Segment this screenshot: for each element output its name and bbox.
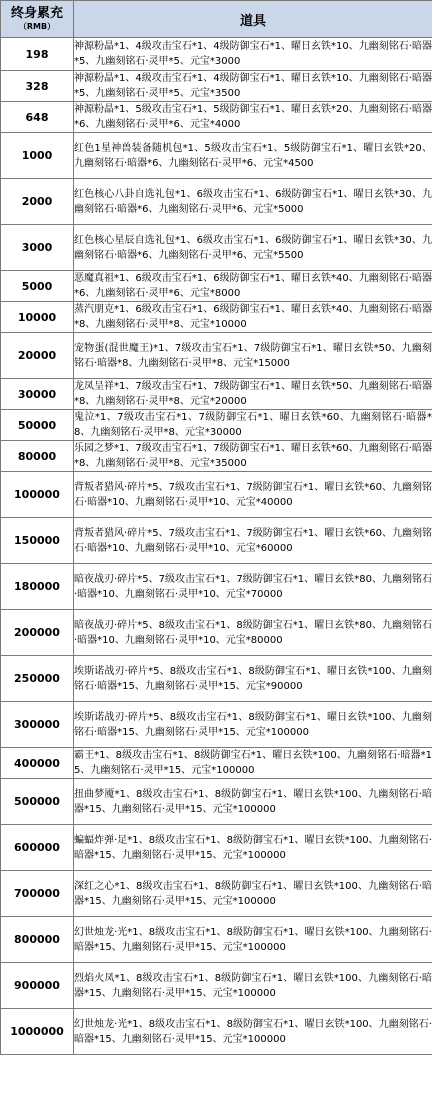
recharge-amount: 10000 bbox=[1, 302, 74, 333]
table-row bbox=[1, 302, 432, 333]
table-row bbox=[1, 917, 432, 963]
reward-items: 宠物蛋(混世魔王)*1、7级攻击宝石*1、7级防御宝石*1、曜日玄铁*50、九幽刻铭石·暗器*8、九幽刻铭石·灵甲*8、元宝*15000 bbox=[74, 333, 432, 379]
table-row bbox=[1, 71, 432, 102]
recharge-amount: 328 bbox=[1, 71, 74, 102]
table-row bbox=[1, 1009, 432, 1055]
reward-items: 红色核心星辰自选礼包*1、6级攻击宝石*1、6级防御宝石*1、曜日玄铁*30、九幽刻铭石·暗器*6、九幽刻铭石·灵甲*6、元宝*5500 bbox=[74, 225, 432, 271]
reward-items: 鬼泣*1、7级攻击宝石*1、7级防御宝石*1、曜日玄铁*60、九幽刻铭石·暗器*8、九幽刻铭石·灵甲*8、元宝*30000 bbox=[74, 410, 432, 441]
recharge-amount: 180000 bbox=[1, 564, 74, 610]
reward-items: 蝙蝠炸弹·足*1、8级攻击宝石*1、8级防御宝石*1、曜日玄铁*100、九幽刻铭石·暗器*15、九幽刻铭石·灵甲*15、元宝*100000 bbox=[74, 825, 432, 871]
table-row bbox=[1, 656, 432, 702]
reward-items: 红色1星神兽装备随机包*1、5级攻击宝石*1、5级防御宝石*1、曜日玄铁*20、九幽刻铭石·暗器*6、九幽刻铭石·灵甲*6、元宝*4500 bbox=[74, 133, 432, 179]
recharge-amount: 900000 bbox=[1, 963, 74, 1009]
recharge-amount: 100000 bbox=[1, 472, 74, 518]
recharge-amount: 3000 bbox=[1, 225, 74, 271]
table-row bbox=[1, 518, 432, 564]
table-body bbox=[1, 38, 432, 1055]
reward-items: 深红之心*1、8级攻击宝石*1、8级防御宝石*1、曜日玄铁*100、九幽刻铭石·暗器*15、九幽刻铭石·灵甲*15、元宝*100000 bbox=[74, 871, 432, 917]
reward-items: 龙凤呈祥*1、7级攻击宝石*1、7级防御宝石*1、曜日玄铁*50、九幽刻铭石·暗器*8、九幽刻铭石·灵甲*8、元宝*20000 bbox=[74, 379, 432, 410]
reward-items: 背叛者猎风·碎片*5、7级攻击宝石*1、7级防御宝石*1、曜日玄铁*60、九幽刻铭石·暗器*10、九幽刻铭石·灵甲*10、元宝*40000 bbox=[74, 472, 432, 518]
reward-items: 神源粉晶*1、4级攻击宝石*1、4级防御宝石*1、曜日玄铁*10、九幽刻铭石·暗器*5、九幽刻铭石·灵甲*5、元宝*3000 bbox=[74, 38, 432, 71]
table-row bbox=[1, 410, 432, 441]
table-row bbox=[1, 779, 432, 825]
header-cumulative-recharge bbox=[1, 1, 74, 38]
reward-items: 背叛者猎风·碎片*5、7级攻击宝石*1、7级防御宝石*1、曜日玄铁*60、九幽刻铭石·暗器*10、九幽刻铭石·灵甲*10、元宝*60000 bbox=[74, 518, 432, 564]
recharge-amount: 198 bbox=[1, 38, 74, 71]
table-row bbox=[1, 825, 432, 871]
header-row bbox=[1, 1, 432, 38]
recharge-amount: 800000 bbox=[1, 917, 74, 963]
table-row bbox=[1, 179, 432, 225]
table-row bbox=[1, 133, 432, 179]
header-items bbox=[74, 1, 432, 38]
table-header bbox=[1, 1, 432, 38]
recharge-amount: 5000 bbox=[1, 271, 74, 302]
recharge-amount: 300000 bbox=[1, 702, 74, 748]
table-row bbox=[1, 38, 432, 71]
recharge-amount: 648 bbox=[1, 102, 74, 133]
reward-items: 幻世烛龙·光*1、8级攻击宝石*1、8级防御宝石*1、曜日玄铁*100、九幽刻铭石·暗器*15、九幽刻铭石·灵甲*15、元宝*100000 bbox=[74, 917, 432, 963]
recharge-amount: 20000 bbox=[1, 333, 74, 379]
reward-items: 扭曲梦魇*1、8级攻击宝石*1、8级防御宝石*1、曜日玄铁*100、九幽刻铭石·暗器*15、九幽刻铭石·灵甲*15、元宝*100000 bbox=[74, 779, 432, 825]
reward-items: 神源粉晶*1、5级攻击宝石*1、5级防御宝石*1、曜日玄铁*20、九幽刻铭石·暗器*6、九幽刻铭石·灵甲*6、元宝*4000 bbox=[74, 102, 432, 133]
table-row bbox=[1, 963, 432, 1009]
reward-items: 埃斯诺战刃·碎片*5、8级攻击宝石*1、8级防御宝石*1、曜日玄铁*100、九幽刻铭石·暗器*15、九幽刻铭石·灵甲*15、元宝*100000 bbox=[74, 702, 432, 748]
table-row bbox=[1, 333, 432, 379]
reward-items: 蒸汽朋克*1、6级攻击宝石*1、6级防御宝石*1、曜日玄铁*40、九幽刻铭石·暗器*8、九幽刻铭石·灵甲*8、元宝*10000 bbox=[74, 302, 432, 333]
reward-items: 神源粉晶*1、4级攻击宝石*1、4级防御宝石*1、曜日玄铁*10、九幽刻铭石·暗器*5、九幽刻铭石·灵甲*5、元宝*3500 bbox=[74, 71, 432, 102]
recharge-amount: 50000 bbox=[1, 410, 74, 441]
reward-items: 恶魔真祖*1、6级攻击宝石*1、6级防御宝石*1、曜日玄铁*40、九幽刻铭石·暗器*6、九幽刻铭石·灵甲*6、元宝*8000 bbox=[74, 271, 432, 302]
recharge-amount: 1000 bbox=[1, 133, 74, 179]
table-row bbox=[1, 441, 432, 472]
table-row bbox=[1, 564, 432, 610]
recharge-amount: 400000 bbox=[1, 748, 74, 779]
recharge-amount: 80000 bbox=[1, 441, 74, 472]
table-row bbox=[1, 610, 432, 656]
recharge-amount: 150000 bbox=[1, 518, 74, 564]
recharge-amount: 200000 bbox=[1, 610, 74, 656]
reward-items: 幻世烛龙·光*1、8级攻击宝石*1、8级防御宝石*1、曜日玄铁*100、九幽刻铭石·暗器*15、九幽刻铭石·灵甲*15、元宝*100000 bbox=[74, 1009, 432, 1055]
recharge-amount: 250000 bbox=[1, 656, 74, 702]
table-row bbox=[1, 871, 432, 917]
table-row bbox=[1, 702, 432, 748]
recharge-amount: 30000 bbox=[1, 379, 74, 410]
reward-items: 埃斯诺战刃·碎片*5、8级攻击宝石*1、8级防御宝石*1、曜日玄铁*100、九幽刻铭石·暗器*15、九幽刻铭石·灵甲*15、元宝*90000 bbox=[74, 656, 432, 702]
table-row bbox=[1, 271, 432, 302]
table-row bbox=[1, 748, 432, 779]
recharge-amount: 500000 bbox=[1, 779, 74, 825]
header-col1-title: 终身累充 bbox=[10, 6, 63, 21]
reward-items: 红色核心八卦自选礼包*1、6级攻击宝石*1、6级防御宝石*1、曜日玄铁*30、九幽刻铭石·暗器*6、九幽刻铭石·灵甲*6、元宝*5000 bbox=[74, 179, 432, 225]
reward-items: 霸王*1、8级攻击宝石*1、8级防御宝石*1、曜日玄铁*100、九幽刻铭石·暗器*15、九幽刻铭石·灵甲*15、元宝*100000 bbox=[74, 748, 432, 779]
table-row bbox=[1, 102, 432, 133]
reward-items: 烈焰火凤*1、8级攻击宝石*1、8级防御宝石*1、曜日玄铁*100、九幽刻铭石·暗器*15、九幽刻铭石·灵甲*15、元宝*100000 bbox=[74, 963, 432, 1009]
header-col1-unit: （RMB） bbox=[18, 22, 56, 31]
recharge-amount: 700000 bbox=[1, 871, 74, 917]
reward-items: 乐园之梦*1、7级攻击宝石*1、7级防御宝石*1、曜日玄铁*60、九幽刻铭石·暗器*8、九幽刻铭石·灵甲*8、元宝*35000 bbox=[74, 441, 432, 472]
table-row bbox=[1, 225, 432, 271]
table-row bbox=[1, 472, 432, 518]
recharge-amount: 600000 bbox=[1, 825, 74, 871]
reward-items: 暗夜战刃·碎片*5、8级攻击宝石*1、8级防御宝石*1、曜日玄铁*80、九幽刻铭石·暗器*10、九幽刻铭石·灵甲*10、元宝*80000 bbox=[74, 610, 432, 656]
recharge-amount: 2000 bbox=[1, 179, 74, 225]
recharge-amount: 1000000 bbox=[1, 1009, 74, 1055]
table-row bbox=[1, 379, 432, 410]
header-col2-title: 道具 bbox=[239, 13, 266, 29]
reward-items: 暗夜战刃·碎片*5、7级攻击宝石*1、7级防御宝石*1、曜日玄铁*80、九幽刻铭石·暗器*10、九幽刻铭石·灵甲*10、元宝*70000 bbox=[74, 564, 432, 610]
